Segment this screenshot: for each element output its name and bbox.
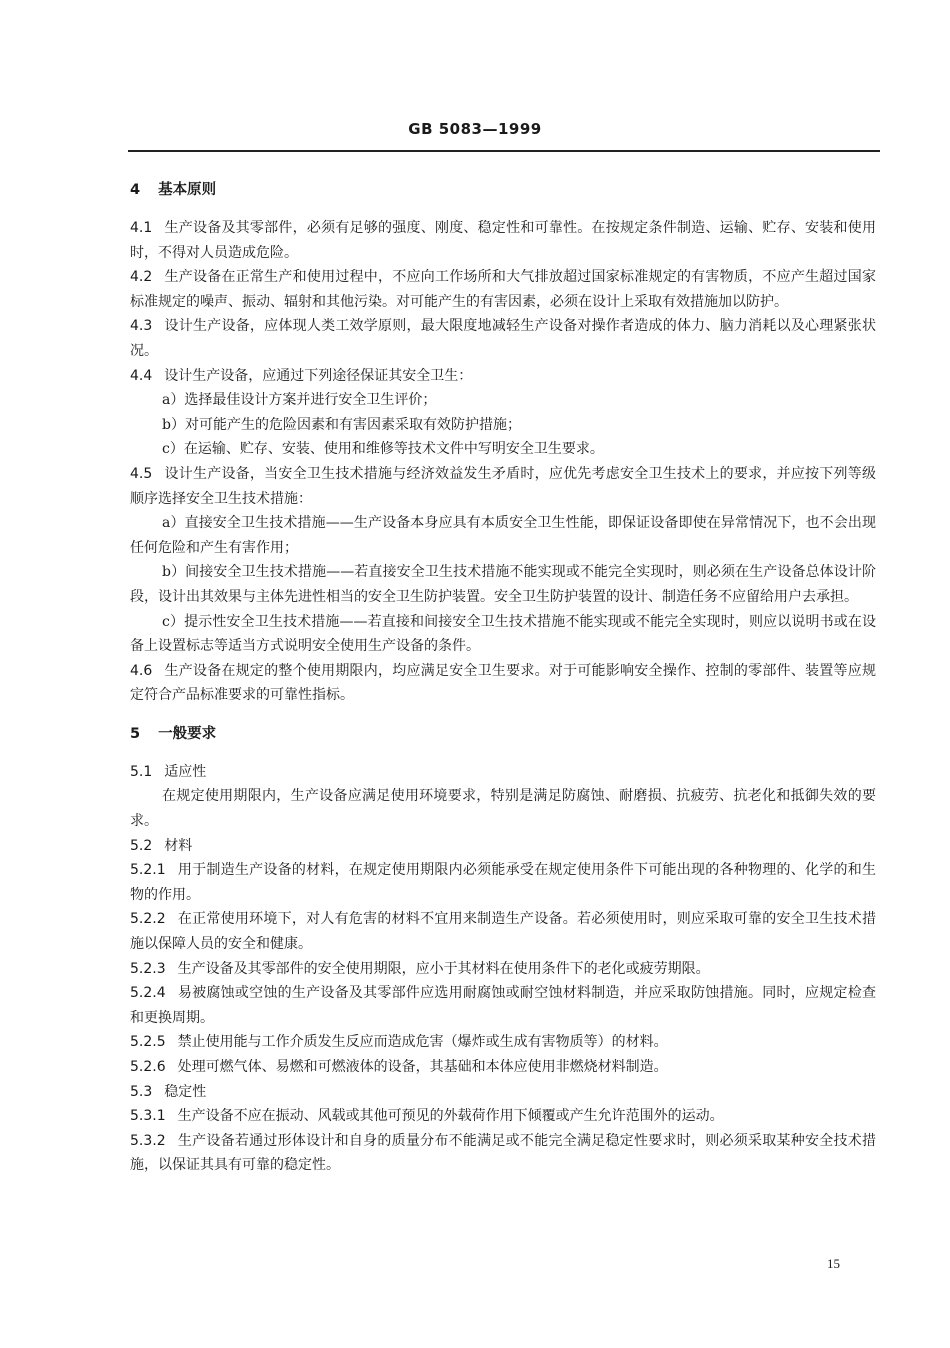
clause-number: 5.2.4 bbox=[130, 985, 166, 1002]
list-item-4-5-c: c）提示性安全卫生技术措施——若直接和间接安全卫生技术措施不能实现或不能完全实现时，则应以说明书或在设备上设置标志等适当方式说明安全使用生产设备的条件。 bbox=[130, 613, 876, 655]
clause-4-4 bbox=[130, 364, 876, 389]
list-item-4-5-a: a）直接安全卫生技术措施——生产设备本身应具有本质安全卫生性能，即保证设备即使在异常情况下，也不会出现任何危险和产生有害作用； bbox=[130, 515, 876, 556]
clause-text: 在正常使用环境下，对人有危害的材料不宜用来制造生产设备。若必须使用时，则应采取可靠的安全卫生技术措施以保障人员的安全和健康。 bbox=[130, 911, 876, 953]
clause-5-2-5 bbox=[130, 1030, 876, 1055]
section-title: 一般要求 bbox=[158, 725, 217, 742]
section-number: 5 bbox=[130, 725, 141, 742]
section-number: 4 bbox=[130, 182, 141, 198]
clause-number: 4.1 bbox=[130, 220, 153, 236]
clause-number: 4.4 bbox=[130, 367, 153, 384]
clause-number: 5.2 bbox=[130, 837, 153, 854]
clause-text: 生产设备若通过形体设计和自身的质量分布不能满足或不能完全满足稳定性要求时，则必须采取某种安全技术措施，以保证其具有可靠的稳定性。 bbox=[130, 1132, 876, 1174]
clause-5-3-2 bbox=[130, 1129, 876, 1178]
document-header: GB 5083—1999 bbox=[408, 120, 542, 138]
subsection-title: 材料 bbox=[164, 837, 193, 854]
clause-text: 生产设备及其零部件的安全使用期限，应小于其材料在使用条件下的老化或疲劳期限。 bbox=[177, 960, 710, 977]
clause-text: 设计生产设备，当安全卫生技术措施与经济效益发生矛盾时，应优先考虑安全卫生技术上的要求，并应按下列等级顺序选择安全卫生技术措施： bbox=[130, 465, 876, 507]
subsection-title: 稳定性 bbox=[164, 1083, 207, 1100]
clause-4-2 bbox=[130, 265, 876, 314]
clause-4-1 bbox=[130, 216, 876, 265]
clause-number: 5.1 bbox=[130, 763, 153, 780]
clause-number: 5.2.5 bbox=[130, 1034, 166, 1051]
clause-number: 5.3 bbox=[130, 1083, 153, 1100]
clause-number: 5.3.2 bbox=[130, 1132, 166, 1149]
clause-5-2-4 bbox=[130, 981, 876, 1030]
subsection-5-3-heading bbox=[130, 1080, 876, 1105]
clause-text: 生产设备及其零部件，必须有足够的强度、刚度、稳定性和可靠性。在按规定条件制造、运输、贮存、安装和使用时，不得对人员造成危险。 bbox=[130, 220, 876, 261]
page-number: 15 bbox=[827, 1256, 840, 1271]
subsection-5-1-heading bbox=[130, 760, 876, 785]
section-5-heading bbox=[130, 722, 876, 746]
clause-number: 5.2.6 bbox=[130, 1059, 166, 1075]
subsection-title: 适应性 bbox=[164, 763, 207, 780]
clause-number: 5.3.1 bbox=[130, 1108, 166, 1125]
clause-5-2-1 bbox=[130, 858, 876, 907]
clause-5-1-text: 在规定使用期限内，生产设备应满足使用环境要求，特别是满足防腐蚀、耐磨损、抗疲劳、抗老化和抵御失效的要求。 bbox=[130, 788, 876, 830]
clause-number: 5.2.3 bbox=[130, 960, 166, 977]
clause-number: 4.2 bbox=[130, 269, 153, 286]
clause-4-6 bbox=[130, 659, 876, 708]
page-body bbox=[130, 168, 876, 1178]
list-item-4-4-c: c）在运输、贮存、安装、使用和维修等技术文件中写明安全卫生要求。 bbox=[162, 441, 604, 458]
section-4-heading bbox=[130, 178, 876, 202]
clause-text: 生产设备不应在振动、风载或其他可预见的外载荷作用下倾覆或产生允许范围外的运动。 bbox=[177, 1108, 724, 1125]
clause-text: 处理可燃气体、易燃和可燃液体的设备，其基础和本体应使用非燃烧材料制造。 bbox=[177, 1059, 668, 1075]
clause-text: 生产设备在规定的整个使用期限内，均应满足安全卫生要求。对于可能影响安全操作、控制的零部件、装置等应规定符合产品标准要求的可靠性指标。 bbox=[130, 662, 876, 704]
clause-number: 5.2.2 bbox=[130, 911, 166, 928]
clause-text: 用于制造生产设备的材料，在规定使用期限内必须能承受在规定使用条件下可能出现的各种物理的、化学的和生物的作用。 bbox=[130, 862, 876, 903]
clause-number: 4.6 bbox=[130, 662, 153, 679]
clause-4-5 bbox=[130, 462, 876, 511]
clause-text: 易被腐蚀或空蚀的生产设备及其零部件应选用耐腐蚀或耐空蚀材料制造，并应采取防蚀措施。同时，应规定检查和更换周期。 bbox=[130, 985, 876, 1026]
clause-5-3-1 bbox=[130, 1104, 876, 1129]
clause-4-3 bbox=[130, 314, 876, 363]
clause-5-2-2 bbox=[130, 907, 876, 956]
clause-number: 5.2.1 bbox=[130, 862, 166, 879]
clause-number: 4.3 bbox=[130, 318, 153, 335]
list-item-4-4-b: b）对可能产生的危险因素和有害因素采取有效防护措施； bbox=[162, 416, 521, 433]
subsection-5-2-heading bbox=[130, 834, 876, 859]
clause-text: 生产设备在正常生产和使用过程中，不应向工作场所和大气排放超过国家标准规定的有害物质，不应产生超过国家标准规定的噪声、振动、辐射和其他污染。对可能产生的有害因素，必须在设计上采取有效措施加以防护。 bbox=[130, 269, 876, 310]
clause-text: 设计生产设备，应体现人类工效学原则，最大限度地减轻生产设备对操作者造成的体力、脑力消耗以及心理紧张状况。 bbox=[130, 318, 876, 359]
list-item-4-5-b: b）间接安全卫生技术措施——若直接安全卫生技术措施不能实现或不能完全实现时，则必须在生产设备总体设计阶段，设计出其效果与主体先进性相当的安全卫生防护装置。安全卫生防护装置的设计、制造任务不应留给用户去承担。 bbox=[130, 564, 876, 605]
clause-5-2-6 bbox=[130, 1055, 876, 1080]
clause-text: 设计生产设备，应通过下列途径保证其安全卫生： bbox=[164, 367, 473, 384]
header-rule bbox=[128, 150, 880, 152]
clause-number: 4.5 bbox=[130, 465, 153, 482]
clause-text: 禁止使用能与工作介质发生反应而造成危害（爆炸或生成有害物质等）的材料。 bbox=[177, 1034, 668, 1051]
section-title: 基本原则 bbox=[158, 182, 217, 198]
clause-5-2-3 bbox=[130, 957, 876, 982]
list-item-4-4-a: a）选择最佳设计方案并进行安全卫生评价； bbox=[162, 392, 437, 409]
